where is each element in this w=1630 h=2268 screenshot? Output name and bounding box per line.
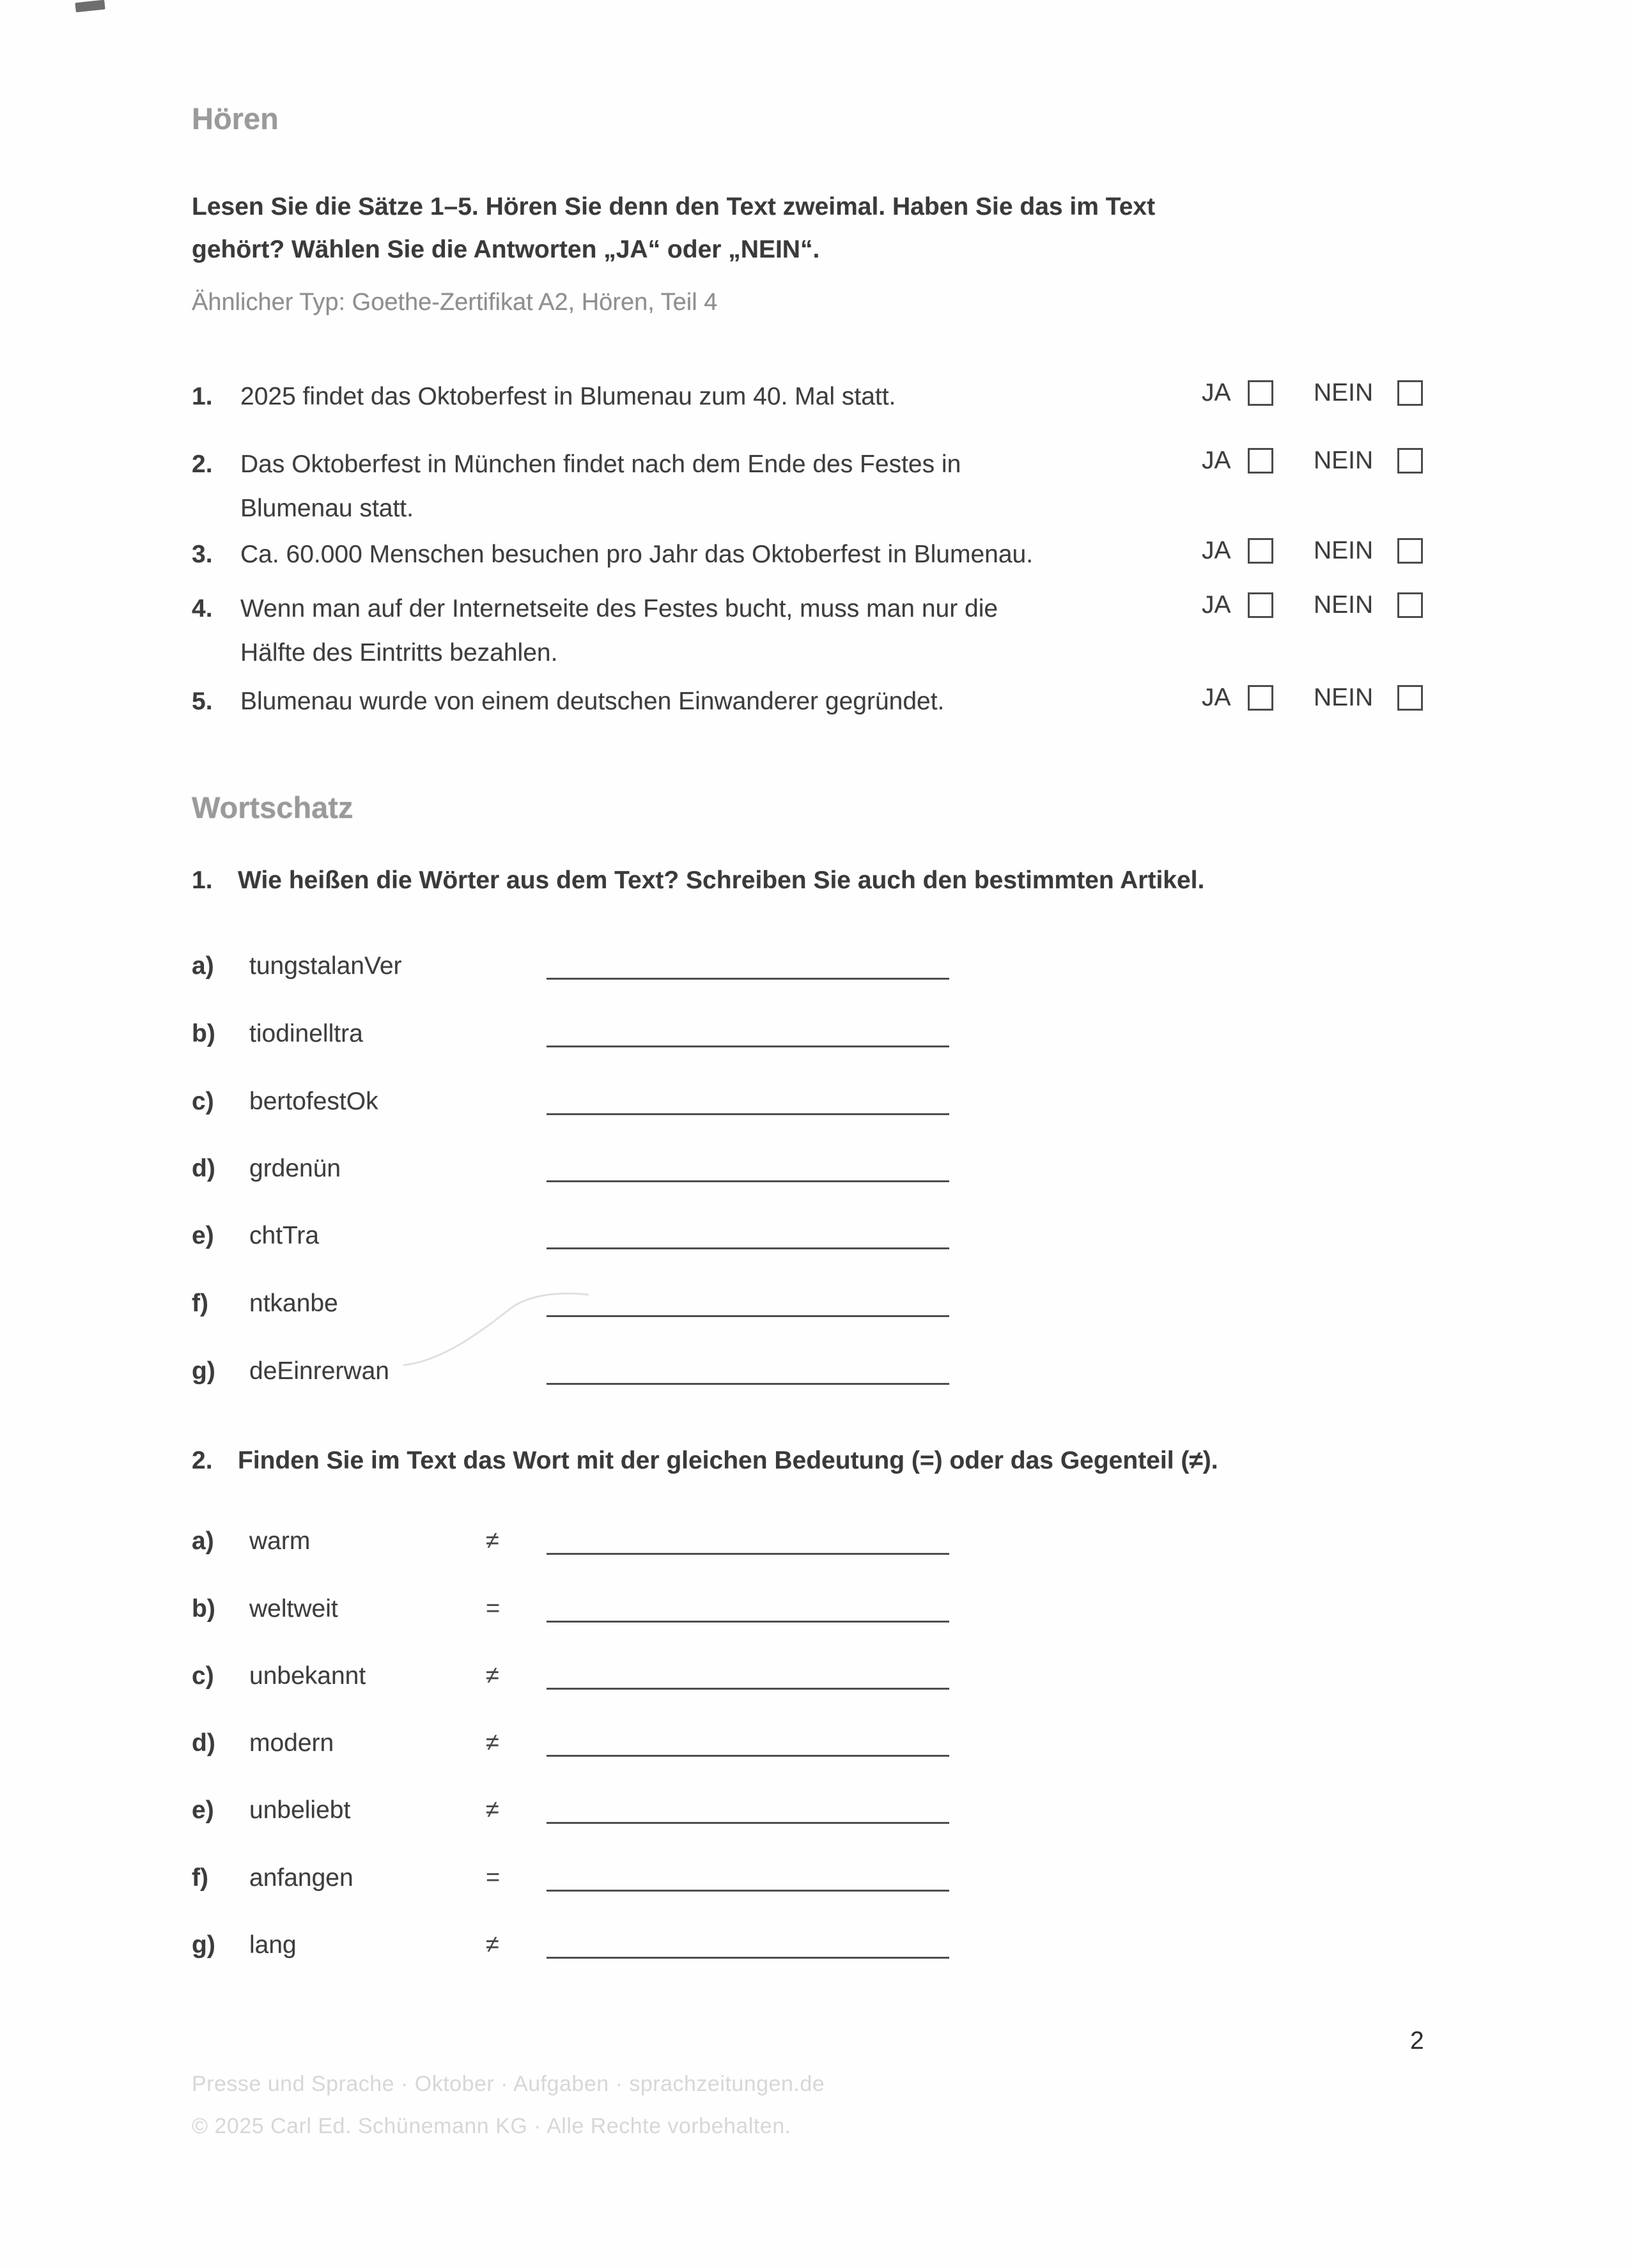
question-number: 4. — [192, 595, 213, 622]
answer-blank[interactable] — [547, 1155, 949, 1182]
answer-blank[interactable] — [547, 1864, 949, 1892]
scrambled-word: deEinrerwan — [249, 1357, 389, 1385]
nein-checkbox[interactable] — [1397, 685, 1423, 711]
vocab-item-row — [192, 1286, 1087, 1337]
answer-blank[interactable] — [547, 1662, 949, 1690]
scrambled-word: tungstalanVer — [249, 952, 402, 980]
answer-blank[interactable] — [547, 1931, 949, 1959]
ja-label: JA — [1202, 684, 1231, 711]
nein-label: NEIN — [1314, 591, 1374, 619]
synonym-item-row — [192, 1927, 1087, 1979]
answer-blank[interactable] — [547, 1020, 949, 1047]
item-letter: f) — [192, 1290, 208, 1317]
synonym-item-row — [192, 1524, 1087, 1575]
scrambled-word: chtTra — [249, 1222, 320, 1249]
nein-checkbox[interactable] — [1397, 380, 1423, 406]
source-word: warm — [249, 1527, 311, 1555]
question-number: 5. — [192, 688, 213, 715]
scrambled-word: ntkanbe — [249, 1290, 338, 1317]
vocab-item-row — [192, 1151, 1087, 1202]
ex2-prompt-text: Finden Sie im Text das Wort mit der gleichen Bedeutung (=) oder das Gegenteil (≠). — [238, 1447, 1218, 1474]
synonym-item-row — [192, 1793, 1087, 1844]
ex1-prompt — [192, 867, 1204, 895]
answer-blank[interactable] — [547, 1357, 949, 1385]
ex2-prompt — [192, 1447, 1218, 1475]
question-text: Blumenau wurde von einem deutschen Einwanderer gegründet. — [240, 688, 945, 715]
answer-blank[interactable] — [547, 952, 949, 980]
relation-symbol: ≠ — [486, 1931, 499, 1958]
item-letter: a) — [192, 952, 214, 980]
source-word: lang — [249, 1931, 297, 1959]
page-number: 2 — [1410, 2027, 1424, 2055]
vocab-item-row — [192, 948, 1087, 999]
item-letter: g) — [192, 1931, 215, 1959]
item-letter: g) — [192, 1357, 215, 1385]
answer-blank[interactable] — [547, 1595, 949, 1623]
question-text: 2025 findet das Oktoberfest in Blumenau zum 40. Mal statt. — [240, 383, 896, 410]
scan-artifact — [75, 0, 105, 12]
synonym-item-row — [192, 1725, 1087, 1777]
vocab-item-row — [192, 1354, 1087, 1405]
synonym-item-row — [192, 1658, 1087, 1709]
item-letter: e) — [192, 1222, 214, 1249]
item-letter: b) — [192, 1020, 215, 1047]
ja-checkbox[interactable] — [1248, 685, 1273, 711]
source-word: unbekannt — [249, 1662, 366, 1690]
question-number: 3. — [192, 541, 213, 568]
ex1-prompt-number: 1. — [192, 867, 213, 894]
item-letter: f) — [192, 1864, 208, 1892]
answer-blank[interactable] — [547, 1222, 949, 1249]
source-word: weltweit — [249, 1595, 338, 1623]
source-word: anfangen — [249, 1864, 353, 1892]
ja-label: JA — [1202, 379, 1231, 406]
item-letter: e) — [192, 1796, 214, 1824]
ja-checkbox[interactable] — [1248, 448, 1273, 474]
question-number: 2. — [192, 451, 213, 478]
answer-blank[interactable] — [547, 1290, 949, 1317]
footer-credit: Presse und Sprache · Oktober · Aufgaben · sprachzeitungen.de — [192, 2072, 825, 2096]
item-letter: c) — [192, 1088, 214, 1115]
ex2-prompt-number: 2. — [192, 1447, 213, 1474]
hoeren-similar-type: Ähnlicher Typ: Goethe-Zertifikat A2, Hören, Teil 4 — [192, 289, 718, 316]
synonym-item-row — [192, 1860, 1087, 1911]
ja-label: JA — [1202, 537, 1231, 564]
question-text: Wenn man auf der Internetseite des Festes bucht, muss man nur die Hälfte des Eintritts bezahlen. — [240, 595, 998, 667]
ja-label: JA — [1202, 447, 1231, 474]
ja-checkbox[interactable] — [1248, 538, 1273, 564]
synonym-item-row — [192, 1591, 1087, 1642]
scrambled-word: tiodinelltra — [249, 1020, 363, 1047]
scrambled-word: bertofestOk — [249, 1088, 378, 1115]
ja-checkbox[interactable] — [1248, 592, 1273, 618]
hoeren-instructions: Lesen Sie die Sätze 1–5. Hören Sie denn den Text zweimal. Haben Sie das im Text gehört? Wählen Sie die Antworten „JA“ oder „NEIN“. — [192, 193, 1156, 263]
relation-symbol: ≠ — [486, 1729, 499, 1756]
source-word: unbeliebt — [249, 1796, 351, 1824]
relation-symbol: ≠ — [486, 1796, 499, 1823]
scrambled-word: grdenün — [249, 1155, 341, 1182]
source-word: modern — [249, 1729, 334, 1757]
nein-label: NEIN — [1314, 379, 1374, 406]
answer-blank[interactable] — [547, 1729, 949, 1757]
item-letter: d) — [192, 1729, 215, 1757]
nein-checkbox[interactable] — [1397, 592, 1423, 618]
item-letter: b) — [192, 1595, 215, 1623]
nein-checkbox[interactable] — [1397, 538, 1423, 564]
ex1-prompt-text: Wie heißen die Wörter aus dem Text? Schreiben Sie auch den bestimmten Artikel. — [238, 867, 1205, 894]
nein-checkbox[interactable] — [1397, 448, 1423, 474]
relation-symbol: = — [486, 1595, 501, 1622]
answer-blank[interactable] — [547, 1088, 949, 1115]
hoeren-section-title: Hören — [192, 102, 279, 135]
nein-label: NEIN — [1314, 447, 1374, 474]
nein-label: NEIN — [1314, 537, 1374, 564]
vocab-item-row — [192, 1084, 1087, 1135]
question-number: 1. — [192, 383, 213, 410]
item-letter: a) — [192, 1527, 214, 1555]
question-text: Ca. 60.000 Menschen besuchen pro Jahr das Oktoberfest in Blumenau. — [240, 541, 1034, 568]
ja-label: JA — [1202, 591, 1231, 619]
nein-label: NEIN — [1314, 684, 1374, 711]
answer-blank[interactable] — [547, 1527, 949, 1555]
question-text: Das Oktoberfest in München findet nach dem Ende des Festes in Blumenau statt. — [240, 451, 961, 522]
vocab-item-row — [192, 1218, 1087, 1269]
wortschatz-section-title: Wortschatz — [192, 791, 353, 824]
item-letter: d) — [192, 1155, 215, 1182]
relation-symbol: = — [486, 1864, 501, 1891]
answer-blank[interactable] — [547, 1796, 949, 1824]
ja-checkbox[interactable] — [1248, 380, 1273, 406]
pencil-stroke-artifact — [396, 1283, 601, 1379]
relation-symbol: ≠ — [486, 1662, 499, 1689]
footer-copyright: © 2025 Carl Ed. Schünemann KG · Alle Rechte vorbehalten. — [192, 2114, 791, 2138]
item-letter: c) — [192, 1662, 214, 1690]
vocab-item-row — [192, 1016, 1087, 1067]
relation-symbol: ≠ — [486, 1527, 499, 1554]
